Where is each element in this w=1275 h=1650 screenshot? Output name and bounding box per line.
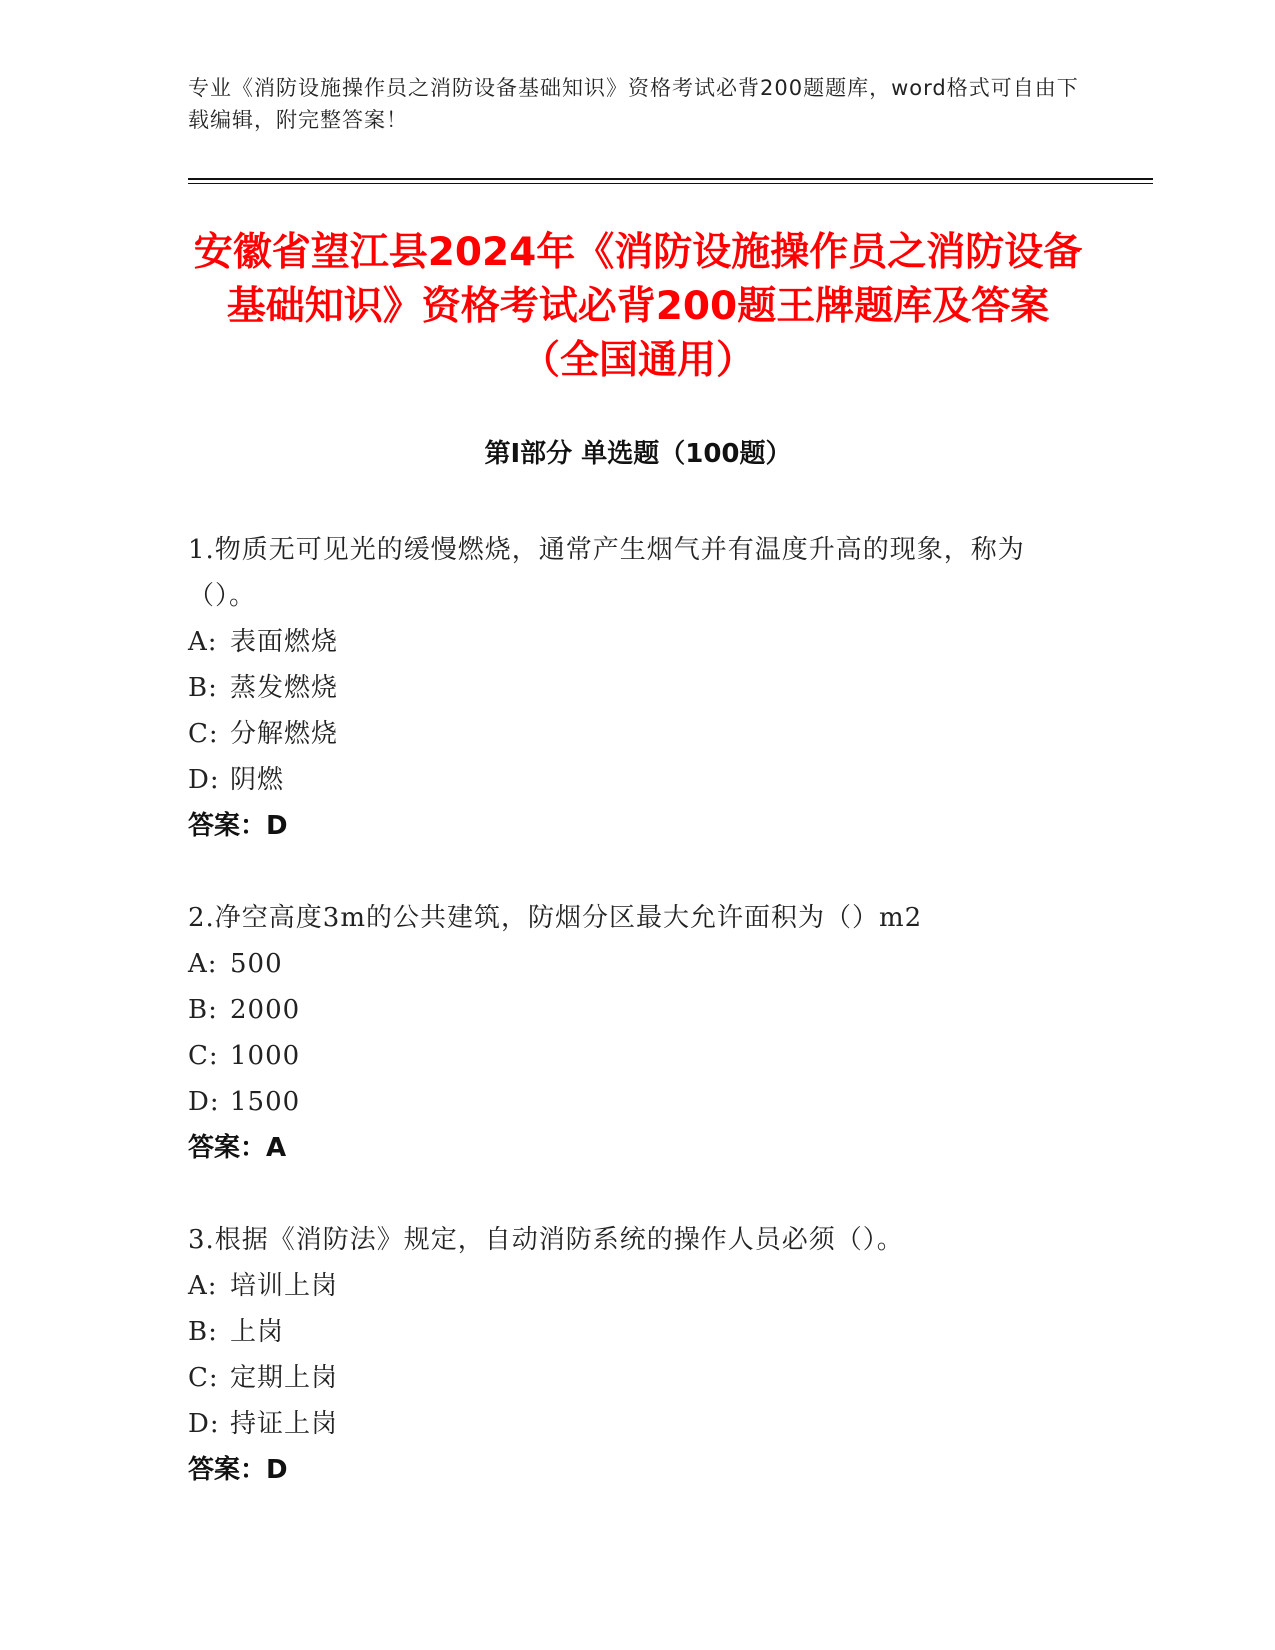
option-letter: D: (188, 765, 220, 795)
option-text: 阴燃 (230, 765, 285, 795)
option-text: 蒸发燃烧 (230, 673, 339, 703)
option-letter: A: (188, 1271, 218, 1301)
option-text: 上岗 (230, 1317, 285, 1347)
option-text: 500 (230, 949, 283, 979)
option-text: 分解燃烧 (230, 719, 339, 749)
option-letter: B: (188, 1317, 218, 1347)
option-a (188, 1263, 1068, 1309)
question-item (188, 895, 1068, 1171)
option-d (188, 1079, 1068, 1125)
header-divider-thick (188, 178, 1153, 180)
option-letter: D: (188, 1087, 220, 1117)
document-title: 安徽省望江县2024年《消防设施操作员之消防设备基础知识》资格考试必背200题王牌题库及答案（全国通用） (193, 230, 1083, 383)
answer-line: 答案：D (188, 1455, 288, 1485)
question-stem: 1.物质无可见光的缓慢燃烧，通常产生烟气并有温度升高的现象，称为（）。 (188, 535, 1025, 611)
answer-line: 答案：A (188, 1133, 287, 1163)
section-heading: 第Ⅰ部分 单选题（100题） (484, 439, 792, 469)
option-d (188, 1401, 1068, 1447)
option-letter: B: (188, 995, 218, 1025)
option-b (188, 1309, 1068, 1355)
option-letter: C: (188, 1363, 219, 1393)
question-stem: 3.根据《消防法》规定，自动消防系统的操作人员必须（）。 (188, 1225, 904, 1255)
option-text: 1000 (230, 1041, 301, 1071)
option-letter: A: (188, 627, 218, 657)
option-letter: C: (188, 719, 219, 749)
option-b (188, 665, 1068, 711)
header-divider-thin (188, 183, 1153, 184)
question-list (188, 527, 1068, 1539)
option-a (188, 941, 1068, 987)
option-text: 表面燃烧 (230, 627, 339, 657)
option-letter: D: (188, 1409, 220, 1439)
answer-line: 答案：D (188, 811, 288, 841)
option-d (188, 757, 1068, 803)
option-c (188, 1355, 1068, 1401)
option-a (188, 619, 1068, 665)
option-letter: A: (188, 949, 218, 979)
option-c (188, 1033, 1068, 1079)
option-letter: B: (188, 673, 218, 703)
document-header-note: 专业《消防设施操作员之消防设备基础知识》资格考试必背200题题库，word格式可自由下载编辑，附完整答案！ (188, 76, 1079, 132)
option-text: 2000 (230, 995, 301, 1025)
question-item (188, 1217, 1068, 1493)
option-text: 定期上岗 (230, 1363, 339, 1393)
option-b (188, 987, 1068, 1033)
option-text: 持证上岗 (230, 1409, 339, 1439)
option-text: 培训上岗 (230, 1271, 339, 1301)
question-item (188, 527, 1068, 849)
option-letter: C: (188, 1041, 219, 1071)
option-c (188, 711, 1068, 757)
option-text: 1500 (230, 1087, 301, 1117)
question-stem: 2.净空高度3m的公共建筑，防烟分区最大允许面积为（）m2 (188, 903, 923, 933)
